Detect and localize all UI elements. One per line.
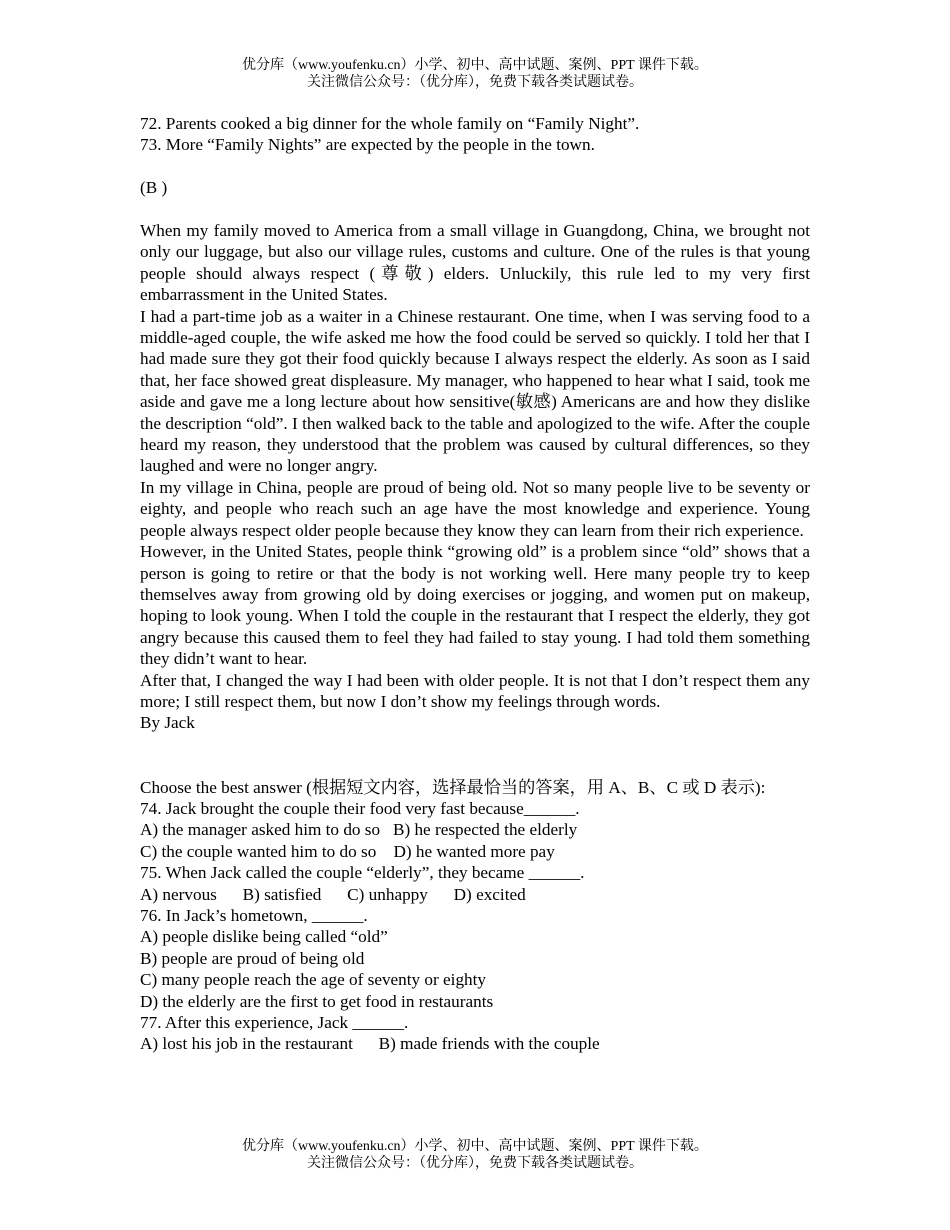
question-77 (140, 1012, 810, 1055)
option-line: A) people dislike being called “old” (140, 927, 388, 947)
option-line: D) the elderly are the first to get food in restaurants (140, 991, 494, 1011)
footer-line-2: 关注微信公众号：（优分库），免费下载各类试题试卷。 (307, 1156, 643, 1171)
passage-signature: By Jack (140, 713, 195, 733)
document-body (140, 113, 810, 1055)
passage-paragraph-1: When my family moved to America from a small village in Guangdong, China, we brought not only our luggage, but also our village rules, customs and culture. One of the rules is that young people should always respect (尊敬) elders. Unluckily, this rule led to my very first embarrassment in the United States. (140, 221, 810, 305)
instructions: Choose the best answer (根据短文内容，选择最恰当的答案，用 A、B、C 或 D 表示): (140, 777, 766, 797)
page-footer (0, 1138, 950, 1172)
option-line: A) the manager asked him to do so B) he respected the elderly (140, 820, 578, 840)
option-line: B) people are proud of being old (140, 948, 365, 968)
header-line-2: 关注微信公众号：（优分库），免费下载各类试题试卷。 (307, 75, 643, 90)
question-72: 72. Parents cooked a big dinner for the whole family on “Family Night”. (140, 114, 640, 133)
question-75 (140, 862, 810, 905)
question-stem: 74. Jack brought the couple their food very fast because______. (140, 798, 580, 818)
option-line: C) many people reach the age of seventy or eighty (140, 970, 487, 990)
question-76 (140, 905, 810, 1012)
passage-paragraph-2: I had a part-time job as a waiter in a Chinese restaurant. One time, when I was serving food to a middle-aged couple, the wife asked me how the food could be served so quickly. I told her that I had made sure they got their food quickly because I always respect the elderly. As soon as I said that, her face showed great displeasure. My manager, who happened to hear what I said, took me aside and gave me a long lecture about how sensitive(敏感) Americans are and how they dislike the description “old”. I then walked back to the table and apologized to the wife. After the couple heard my reason, they understood that the problem was caused by cultural differences, so they laughed and were no longer angry. (140, 306, 810, 476)
question-stem: 75. When Jack called the couple “elderly”, they became ______. (140, 863, 585, 883)
option-line: A) nervous B) satisfied C) unhappy D) excited (140, 884, 526, 904)
passage-paragraph-3: In my village in China, people are proud of being old. Not so many people live to be seventy or eighty, and people who reach such an age have the most knowledge and experience. Young people always respect older people because they know they can learn from their rich experience. (140, 477, 810, 540)
question-73: 73. More “Family Nights” are expected by the people in the town. (140, 135, 595, 155)
header-line-1: 优分库（www.youfenku.cn）小学、初中、高中试题、案例、PPT 课件下载。 (242, 58, 708, 73)
question-stem: 76. In Jack’s hometown, ______. (140, 905, 368, 925)
question-stem: 77. After this experience, Jack ______. (140, 1013, 409, 1033)
option-line: A) lost his job in the restaurant B) made friends with the couple (140, 1034, 600, 1054)
passage-paragraph-5: After that, I changed the way I had been with older people. It is not that I don’t respect them any more; I still respect them, but now I don’t show my feelings through words. (140, 670, 810, 711)
option-line: C) the couple wanted him to do so D) he wanted more pay (140, 841, 555, 861)
page-header (0, 57, 950, 91)
footer-line-1: 优分库（www.youfenku.cn）小学、初中、高中试题、案例、PPT 课件下载。 (242, 1139, 708, 1154)
passage-paragraph-4: However, in the United States, people think “growing old” is a problem since “old” shows that a person is going to retire or that the body is not working well. Here many people try to keep themselves away from growing old by doing exercises or jogging, and women put on makeup, hoping to look young. When I told the couple in the restaurant that I respect the elderly, they got angry because this caused them to feel they had failed to stay young. I had told them something they didn’t want to hear. (140, 542, 810, 669)
section-label: (B ) (140, 178, 168, 198)
question-74 (140, 798, 810, 862)
